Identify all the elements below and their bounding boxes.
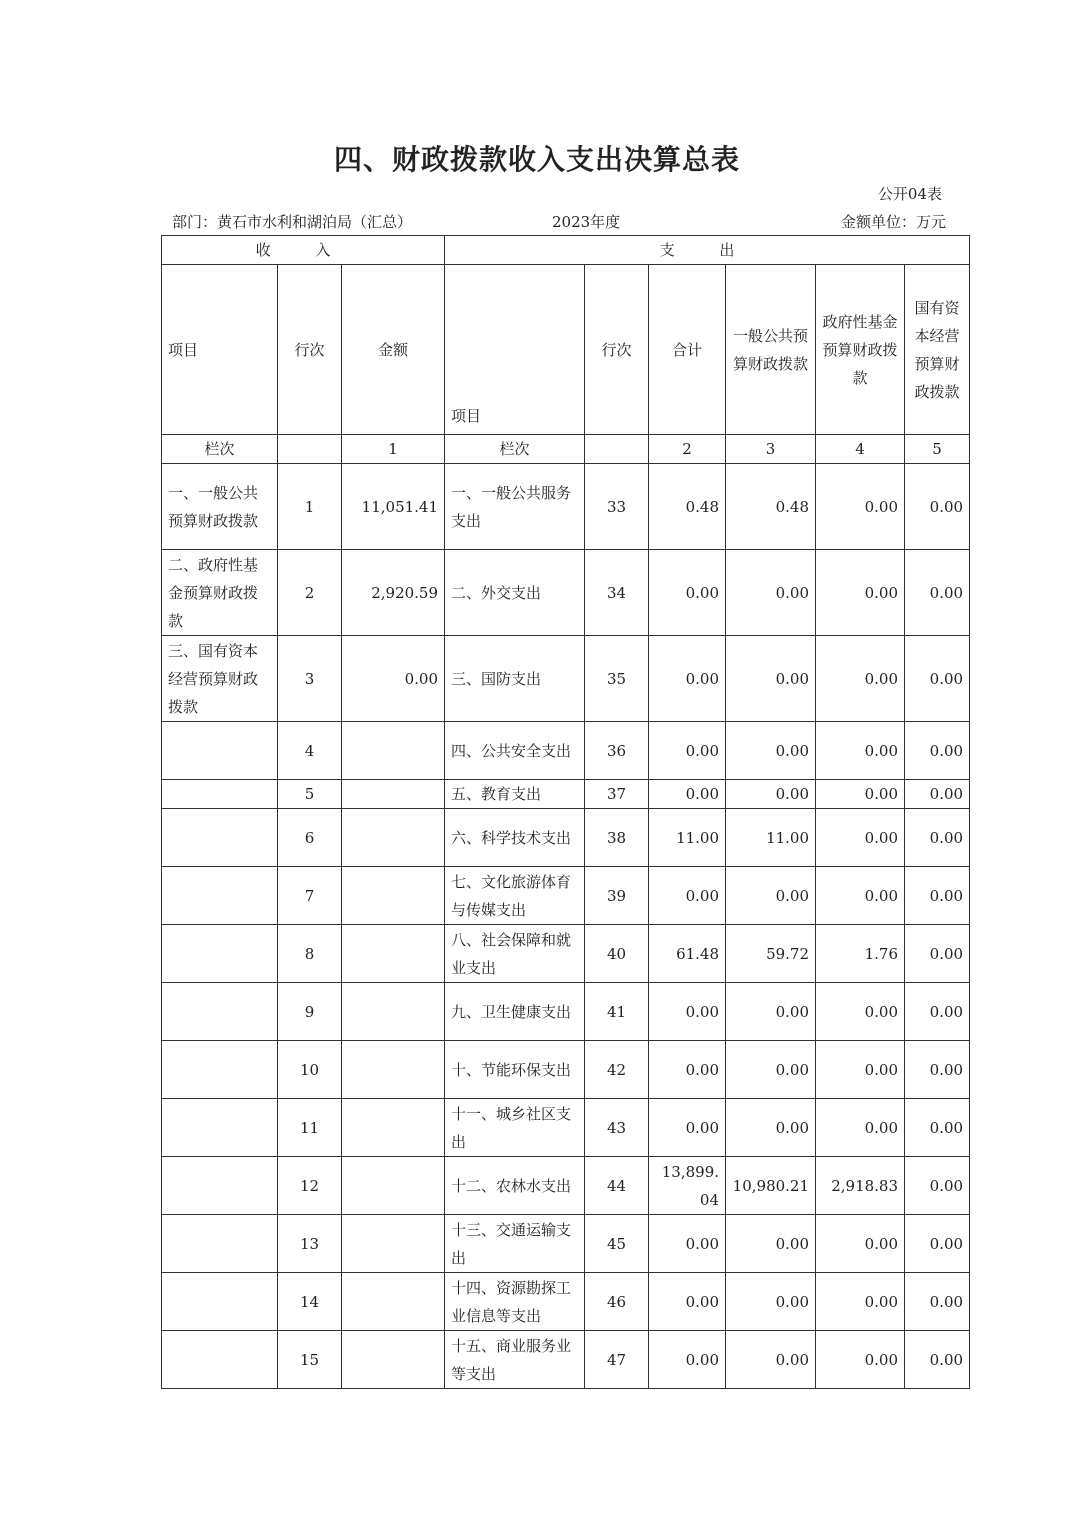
general-budget-amount: 0.00 bbox=[726, 1041, 816, 1099]
general-budget-amount: 11.00 bbox=[726, 809, 816, 867]
income-item bbox=[162, 1273, 278, 1331]
fund-budget-amount: 0.00 bbox=[816, 867, 905, 925]
col-general-budget: 一般公共预算财政拨款 bbox=[726, 265, 816, 435]
income-item bbox=[162, 867, 278, 925]
income-item bbox=[162, 1331, 278, 1389]
income-header: 收 入 bbox=[162, 236, 445, 265]
income-amount bbox=[342, 1099, 445, 1157]
total-amount: 0.00 bbox=[649, 1215, 726, 1273]
col-expense-line: 行次 bbox=[585, 265, 649, 435]
table-row bbox=[162, 1157, 970, 1215]
expense-item: 五、教育支出 bbox=[445, 780, 585, 809]
expense-item: 十五、商业服务业等支出 bbox=[445, 1331, 585, 1389]
expense-item: 一、一般公共服务支出 bbox=[445, 464, 585, 550]
table-row bbox=[162, 464, 970, 550]
state-capital-amount: 0.00 bbox=[905, 809, 970, 867]
income-item bbox=[162, 1099, 278, 1157]
income-item: 三、国有资本经营预算财政拨款 bbox=[162, 636, 278, 722]
general-budget-amount: 0.48 bbox=[726, 464, 816, 550]
fund-budget-amount: 1.76 bbox=[816, 925, 905, 983]
income-line: 4 bbox=[278, 722, 342, 780]
state-capital-amount: 0.00 bbox=[905, 867, 970, 925]
section-header-row bbox=[162, 236, 970, 265]
expense-item: 六、科学技术支出 bbox=[445, 809, 585, 867]
col-no-2: 2 bbox=[649, 435, 726, 464]
fund-budget-amount: 0.00 bbox=[816, 1331, 905, 1389]
general-budget-amount: 0.00 bbox=[726, 1331, 816, 1389]
col-no-5: 5 bbox=[905, 435, 970, 464]
expense-header: 支 出 bbox=[445, 236, 970, 265]
total-amount: 11.00 bbox=[649, 809, 726, 867]
expense-line: 44 bbox=[585, 1157, 649, 1215]
total-amount: 0.00 bbox=[649, 1273, 726, 1331]
col-income-line: 行次 bbox=[278, 265, 342, 435]
fund-budget-amount: 0.00 bbox=[816, 809, 905, 867]
income-line: 1 bbox=[278, 464, 342, 550]
income-line: 14 bbox=[278, 1273, 342, 1331]
expense-line: 36 bbox=[585, 722, 649, 780]
income-amount bbox=[342, 722, 445, 780]
income-item bbox=[162, 983, 278, 1041]
income-amount bbox=[342, 780, 445, 809]
col-no-3: 3 bbox=[726, 435, 816, 464]
income-line: 15 bbox=[278, 1331, 342, 1389]
income-line: 2 bbox=[278, 550, 342, 636]
table-row bbox=[162, 550, 970, 636]
income-amount bbox=[342, 1157, 445, 1215]
state-capital-amount: 0.00 bbox=[905, 636, 970, 722]
col-no-4: 4 bbox=[816, 435, 905, 464]
state-capital-amount: 0.00 bbox=[905, 1273, 970, 1331]
income-item bbox=[162, 1041, 278, 1099]
income-amount bbox=[342, 983, 445, 1041]
total-amount: 0.00 bbox=[649, 722, 726, 780]
state-capital-amount: 0.00 bbox=[905, 464, 970, 550]
general-budget-amount: 0.00 bbox=[726, 780, 816, 809]
state-capital-amount: 0.00 bbox=[905, 1157, 970, 1215]
expense-item: 九、卫生健康支出 bbox=[445, 983, 585, 1041]
fund-budget-amount: 0.00 bbox=[816, 1041, 905, 1099]
expense-line: 35 bbox=[585, 636, 649, 722]
col-no-empty bbox=[278, 435, 342, 464]
general-budget-amount: 0.00 bbox=[726, 1273, 816, 1331]
state-capital-amount: 0.00 bbox=[905, 722, 970, 780]
fund-budget-amount: 0.00 bbox=[816, 636, 905, 722]
col-income-amount: 金额 bbox=[342, 265, 445, 435]
general-budget-amount: 0.00 bbox=[726, 1215, 816, 1273]
general-budget-amount: 0.00 bbox=[726, 722, 816, 780]
expense-item: 八、社会保障和就业支出 bbox=[445, 925, 585, 983]
general-budget-amount: 0.00 bbox=[726, 550, 816, 636]
column-header-row bbox=[162, 265, 970, 435]
income-amount bbox=[342, 1273, 445, 1331]
table-row bbox=[162, 780, 970, 809]
amount-unit: 金额单位：万元 bbox=[840, 213, 946, 231]
table-row bbox=[162, 1099, 970, 1157]
income-line: 9 bbox=[278, 983, 342, 1041]
col-total: 合计 bbox=[649, 265, 726, 435]
state-capital-amount: 0.00 bbox=[905, 550, 970, 636]
income-item bbox=[162, 1215, 278, 1273]
expense-item: 十二、农林水支出 bbox=[445, 1157, 585, 1215]
budget-summary-table bbox=[161, 235, 970, 1389]
fiscal-year: 2023年度 bbox=[552, 213, 621, 231]
income-line: 7 bbox=[278, 867, 342, 925]
fund-budget-amount: 0.00 bbox=[816, 1273, 905, 1331]
expense-line: 41 bbox=[585, 983, 649, 1041]
expense-line: 47 bbox=[585, 1331, 649, 1389]
fund-budget-amount: 0.00 bbox=[816, 983, 905, 1041]
fund-budget-amount: 0.00 bbox=[816, 1099, 905, 1157]
form-code: 公开04表 bbox=[877, 185, 942, 203]
table-row bbox=[162, 983, 970, 1041]
general-budget-amount: 59.72 bbox=[726, 925, 816, 983]
page-title: 四、财政拨款收入支出决算总表 bbox=[333, 143, 740, 176]
income-line: 11 bbox=[278, 1099, 342, 1157]
expense-item: 三、国防支出 bbox=[445, 636, 585, 722]
col-no-expense-label: 栏次 bbox=[445, 435, 585, 464]
income-line: 8 bbox=[278, 925, 342, 983]
total-amount: 0.00 bbox=[649, 1041, 726, 1099]
income-item bbox=[162, 809, 278, 867]
expense-item: 十、节能环保支出 bbox=[445, 1041, 585, 1099]
table-row bbox=[162, 1273, 970, 1331]
col-no-income-label: 栏次 bbox=[162, 435, 278, 464]
income-amount bbox=[342, 1331, 445, 1389]
expense-line: 43 bbox=[585, 1099, 649, 1157]
col-income-item: 项目 bbox=[162, 265, 278, 435]
income-amount bbox=[342, 867, 445, 925]
expense-item: 二、外交支出 bbox=[445, 550, 585, 636]
fund-budget-amount: 0.00 bbox=[816, 780, 905, 809]
state-capital-amount: 0.00 bbox=[905, 780, 970, 809]
total-amount: 0.00 bbox=[649, 550, 726, 636]
table-row bbox=[162, 636, 970, 722]
income-line: 3 bbox=[278, 636, 342, 722]
table-row bbox=[162, 867, 970, 925]
fund-budget-amount: 2,918.83 bbox=[816, 1157, 905, 1215]
income-amount: 11,051.41 bbox=[342, 464, 445, 550]
income-item bbox=[162, 780, 278, 809]
expense-line: 45 bbox=[585, 1215, 649, 1273]
total-amount: 0.00 bbox=[649, 983, 726, 1041]
general-budget-amount: 0.00 bbox=[726, 867, 816, 925]
table-row bbox=[162, 925, 970, 983]
income-amount bbox=[342, 1215, 445, 1273]
expense-line: 42 bbox=[585, 1041, 649, 1099]
general-budget-amount: 0.00 bbox=[726, 636, 816, 722]
income-line: 6 bbox=[278, 809, 342, 867]
expense-line: 40 bbox=[585, 925, 649, 983]
fund-budget-amount: 0.00 bbox=[816, 550, 905, 636]
general-budget-amount: 10,980.21 bbox=[726, 1157, 816, 1215]
total-amount: 0.00 bbox=[649, 636, 726, 722]
income-item bbox=[162, 1157, 278, 1215]
expense-line: 37 bbox=[585, 780, 649, 809]
income-amount bbox=[342, 1041, 445, 1099]
expense-item: 十一、城乡社区支出 bbox=[445, 1099, 585, 1157]
state-capital-amount: 0.00 bbox=[905, 983, 970, 1041]
income-line: 5 bbox=[278, 780, 342, 809]
expense-line: 34 bbox=[585, 550, 649, 636]
total-amount: 0.00 bbox=[649, 1099, 726, 1157]
col-no-empty bbox=[585, 435, 649, 464]
col-fund-budget: 政府性基金预算财政拨款 bbox=[816, 265, 905, 435]
expense-item: 七、文化旅游体育与传媒支出 bbox=[445, 867, 585, 925]
state-capital-amount: 0.00 bbox=[905, 1041, 970, 1099]
expense-line: 39 bbox=[585, 867, 649, 925]
table-row bbox=[162, 1331, 970, 1389]
income-amount bbox=[342, 925, 445, 983]
col-state-capital: 国有资本经营预算财政拨款 bbox=[905, 265, 970, 435]
total-amount: 0.00 bbox=[649, 1331, 726, 1389]
income-amount: 2,920.59 bbox=[342, 550, 445, 636]
expense-item: 十三、交通运输支出 bbox=[445, 1215, 585, 1273]
table-row bbox=[162, 1215, 970, 1273]
table-row bbox=[162, 722, 970, 780]
income-line: 13 bbox=[278, 1215, 342, 1273]
income-item bbox=[162, 925, 278, 983]
state-capital-amount: 0.00 bbox=[905, 1215, 970, 1273]
expense-item: 四、公共安全支出 bbox=[445, 722, 585, 780]
state-capital-amount: 0.00 bbox=[905, 1331, 970, 1389]
general-budget-amount: 0.00 bbox=[726, 983, 816, 1041]
department-label: 部门：黄石市水利和湖泊局（汇总） bbox=[172, 213, 413, 231]
total-amount: 61.48 bbox=[649, 925, 726, 983]
income-line: 12 bbox=[278, 1157, 342, 1215]
total-amount: 0.00 bbox=[649, 867, 726, 925]
fund-budget-amount: 0.00 bbox=[816, 722, 905, 780]
general-budget-amount: 0.00 bbox=[726, 1099, 816, 1157]
income-line: 10 bbox=[278, 1041, 342, 1099]
income-item: 二、政府性基金预算财政拨款 bbox=[162, 550, 278, 636]
expense-item: 十四、资源勘探工业信息等支出 bbox=[445, 1273, 585, 1331]
total-amount: 13,899.04 bbox=[649, 1157, 726, 1215]
col-expense-item: 项目 bbox=[445, 265, 585, 435]
income-item: 一、一般公共预算财政拨款 bbox=[162, 464, 278, 550]
fund-budget-amount: 0.00 bbox=[816, 464, 905, 550]
state-capital-amount: 0.00 bbox=[905, 1099, 970, 1157]
total-amount: 0.00 bbox=[649, 780, 726, 809]
total-amount: 0.48 bbox=[649, 464, 726, 550]
column-number-row bbox=[162, 435, 970, 464]
table-row bbox=[162, 1041, 970, 1099]
state-capital-amount: 0.00 bbox=[905, 925, 970, 983]
col-no-1: 1 bbox=[342, 435, 445, 464]
expense-line: 38 bbox=[585, 809, 649, 867]
table-row bbox=[162, 809, 970, 867]
expense-line: 46 bbox=[585, 1273, 649, 1331]
fund-budget-amount: 0.00 bbox=[816, 1215, 905, 1273]
income-amount: 0.00 bbox=[342, 636, 445, 722]
income-amount bbox=[342, 809, 445, 867]
expense-line: 33 bbox=[585, 464, 649, 550]
income-item bbox=[162, 722, 278, 780]
